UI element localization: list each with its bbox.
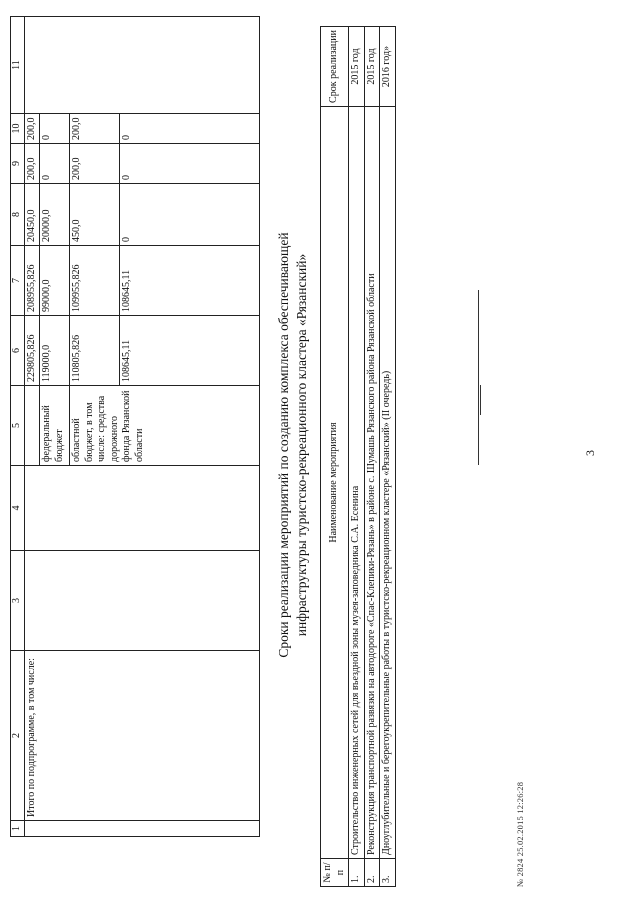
schedule-table bbox=[320, 26, 396, 887]
table-cell: 0 bbox=[120, 184, 260, 246]
col-number: 8 bbox=[11, 184, 25, 246]
table-row bbox=[364, 27, 380, 887]
col-number: 10 bbox=[11, 114, 25, 144]
col-number: 7 bbox=[11, 246, 25, 316]
event-name: Реконструкция транспортной развязки на автодороге «Спас-Клепики-Рязань» в районе с. Шумашь Рязанского района Рязанской области bbox=[364, 107, 380, 859]
heading-line: Сроки реализации мероприятий по созданию комплекса обеспечивающей bbox=[276, 232, 291, 658]
table-cell bbox=[24, 466, 260, 551]
col-number: 1 bbox=[11, 821, 25, 837]
table-cell: 109955,826 bbox=[70, 246, 120, 316]
table-cell bbox=[24, 386, 40, 466]
registration-stamp: № 2824 25.02.2015 12:26:28 bbox=[515, 781, 525, 887]
col-number: 5 bbox=[11, 386, 25, 466]
col-number: 3 bbox=[11, 551, 25, 651]
table-cell: федеральный бюджет bbox=[40, 386, 70, 466]
table-row bbox=[349, 27, 365, 887]
column-header: Наименование мероприятия bbox=[321, 107, 349, 859]
table-cell: 108645,11 bbox=[120, 316, 260, 386]
table-cell: 119000,0 bbox=[40, 316, 70, 386]
column-header: Срок реализации bbox=[321, 27, 349, 107]
table-cell: 208955,826 bbox=[24, 246, 40, 316]
table-cell: 0 bbox=[120, 114, 260, 144]
table-cell: 110805,826 bbox=[70, 316, 120, 386]
table-cell: 200,0 bbox=[70, 144, 120, 184]
table-cell: Итого по подпрограмме, в том числе: bbox=[24, 651, 260, 821]
table-cell: 0 bbox=[40, 114, 70, 144]
table-cell: 99000,0 bbox=[40, 246, 70, 316]
event-term: 2015 год bbox=[364, 27, 380, 107]
table-cell: 450,0 bbox=[70, 184, 120, 246]
table-cell: 200,0 bbox=[24, 114, 40, 144]
table-row bbox=[24, 17, 40, 837]
table-cell bbox=[24, 551, 260, 651]
section-heading bbox=[275, 165, 310, 725]
table-row bbox=[380, 27, 396, 887]
heading-line: инфраструктуры туристско-рекреационного кластера «Рязанский» bbox=[293, 253, 309, 637]
row-number: 3. bbox=[380, 859, 396, 887]
col-number: 9 bbox=[11, 144, 25, 184]
table-cell: 0 bbox=[40, 144, 70, 184]
table-header-row bbox=[11, 17, 25, 837]
col-number: 2 bbox=[11, 651, 25, 821]
event-term: 2016 год» bbox=[380, 27, 396, 107]
table-cell: 20000,0 bbox=[40, 184, 70, 246]
table-cell bbox=[24, 17, 260, 114]
table-cell: 108645,11 bbox=[120, 246, 260, 316]
funding-table bbox=[10, 16, 260, 837]
table-header-row bbox=[321, 27, 349, 887]
table-cell: 229805,826 bbox=[24, 316, 40, 386]
col-number: 4 bbox=[11, 466, 25, 551]
footer-divider bbox=[478, 290, 479, 465]
table-cell: 0 bbox=[120, 144, 260, 184]
col-number: 11 bbox=[11, 17, 25, 114]
table-cell: 20450,0 bbox=[24, 184, 40, 246]
table-cell: 200,0 bbox=[24, 144, 40, 184]
column-header: № п/п bbox=[321, 859, 349, 887]
event-term: 2015 год bbox=[349, 27, 365, 107]
row-number: 1. bbox=[349, 859, 365, 887]
col-number: 6 bbox=[11, 316, 25, 386]
table-cell bbox=[24, 821, 260, 837]
table-cell: областной бюджет, в том числе: средства дорожного фонда Рязанской области bbox=[70, 386, 260, 466]
event-name: Строительство инженерных сетей для въездной зоны музея-заповедника С.А. Есенина bbox=[349, 107, 365, 859]
page-number: 3 bbox=[583, 450, 597, 456]
event-name: Дноуглубительные и берегоукрепительные работы в туристско-рекреационном кластере «Рязанский» (II очередь) bbox=[380, 107, 396, 859]
table-cell: 200,0 bbox=[70, 114, 120, 144]
row-number: 2. bbox=[364, 859, 380, 887]
footer-divider-short bbox=[480, 385, 481, 415]
